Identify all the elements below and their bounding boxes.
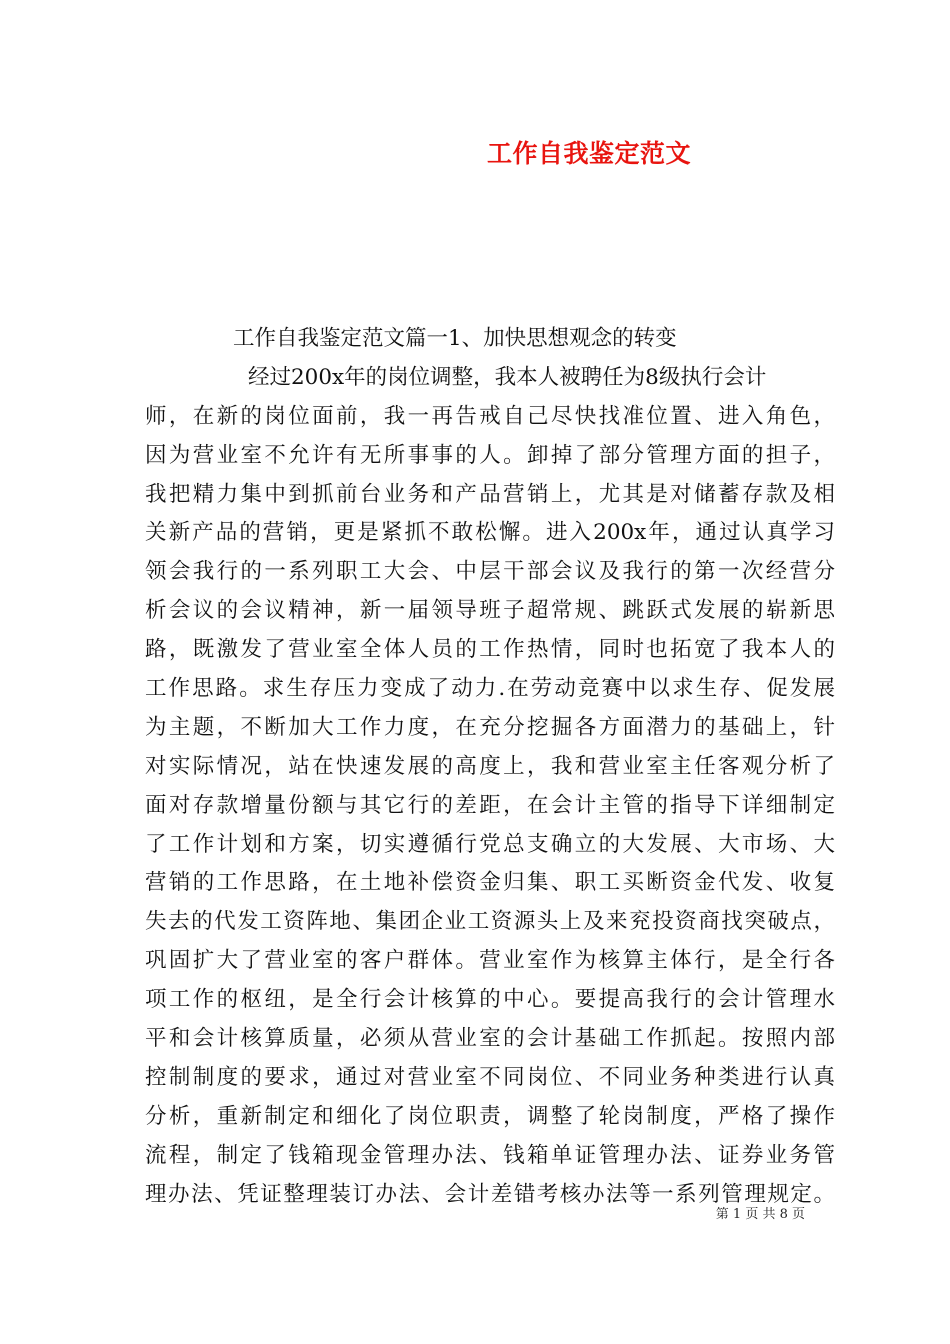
paragraph-line: 领会我行的一系列职工大会、中层干部会议及我行的第一次经营分 — [145, 559, 835, 585]
paragraph-line: 了工作计划和方案，切实遵循行党总支确立的大发展、大市场、大 — [145, 831, 835, 857]
paragraph-line: 营销的工作思路，在土地补偿资金归集、职工买断资金代发、收复 — [145, 870, 835, 896]
paragraph-line: 关新产品的营销，更是紧抓不敢松懈。进入200x年，通过认真学习 — [145, 520, 835, 546]
paragraph-line: 师，在新的岗位面前，我一再告戒自己尽快找准位置、进入角色， — [145, 403, 835, 429]
paragraph-line: 析会议的会议精神，新一届领导班子超常规、跳跃式发展的崭新思 — [145, 598, 835, 624]
paragraph-line: 为主题，不断加大工作力度，在充分挖掘各方面潜力的基础上，针 — [145, 714, 835, 740]
paragraph-line: 路，既激发了营业室全体人员的工作热情，同时也拓宽了我本人的 — [145, 637, 835, 663]
paragraph-line: 理办法、凭证整理装订办法、会计差错考核办法等一系列管理规定。 — [145, 1181, 835, 1207]
document-title: 工作自我鉴定范文 — [486, 139, 691, 168]
paragraph-line: 失去的代发工资阵地、集团企业工资源头上及来兖投资商找突破点， — [145, 909, 835, 935]
paragraph-line: 流程，制定了钱箱现金管理办法、钱箱单证管理办法、证券业务管 — [145, 1142, 835, 1168]
paragraph-line: 对实际情况，站在快速发展的高度上，我和营业室主任客观分析了 — [145, 753, 835, 779]
page-number-footer: 第 1 页 共 8 页 — [715, 1207, 805, 1222]
paragraph-line: 工作思路。求生存压力变成了动力.在劳动竞赛中以求生存、促发展 — [145, 676, 835, 702]
paragraph-line: 项工作的枢纽，是全行会计核算的中心。要提高我行的会计管理水 — [145, 987, 835, 1013]
paragraph-line: 我把精力集中到抓前台业务和产品营销上，尤其是对储蓄存款及相 — [145, 481, 835, 507]
paragraph-line: 分析，重新制定和细化了岗位职责，调整了轮岗制度，严格了操作 — [145, 1103, 835, 1129]
section-heading-line: 工作自我鉴定范文篇一1、加快思想观念的转变 — [233, 326, 677, 351]
document-body — [145, 320, 835, 1214]
paragraph-line: 面对存款增量份额与其它行的差距，在会计主管的指导下详细制定 — [145, 792, 835, 818]
paragraph-line: 控制制度的要求，通过对营业室不同岗位、不同业务种类进行认真 — [145, 1064, 835, 1090]
paragraph-first-line: 经过200x年的岗位调整，我本人被聘任为8级执行会计 — [248, 364, 767, 390]
paragraph-line: 巩固扩大了营业室的客户群体。营业室作为核算主体行，是全行各 — [145, 948, 835, 974]
paragraph-line: 平和会计核算质量，必须从营业室的会计基础工作抓起。按照内部 — [145, 1026, 835, 1052]
paragraph-line: 因为营业室不允许有无所事事的人。卸掉了部分管理方面的担子， — [145, 442, 835, 468]
